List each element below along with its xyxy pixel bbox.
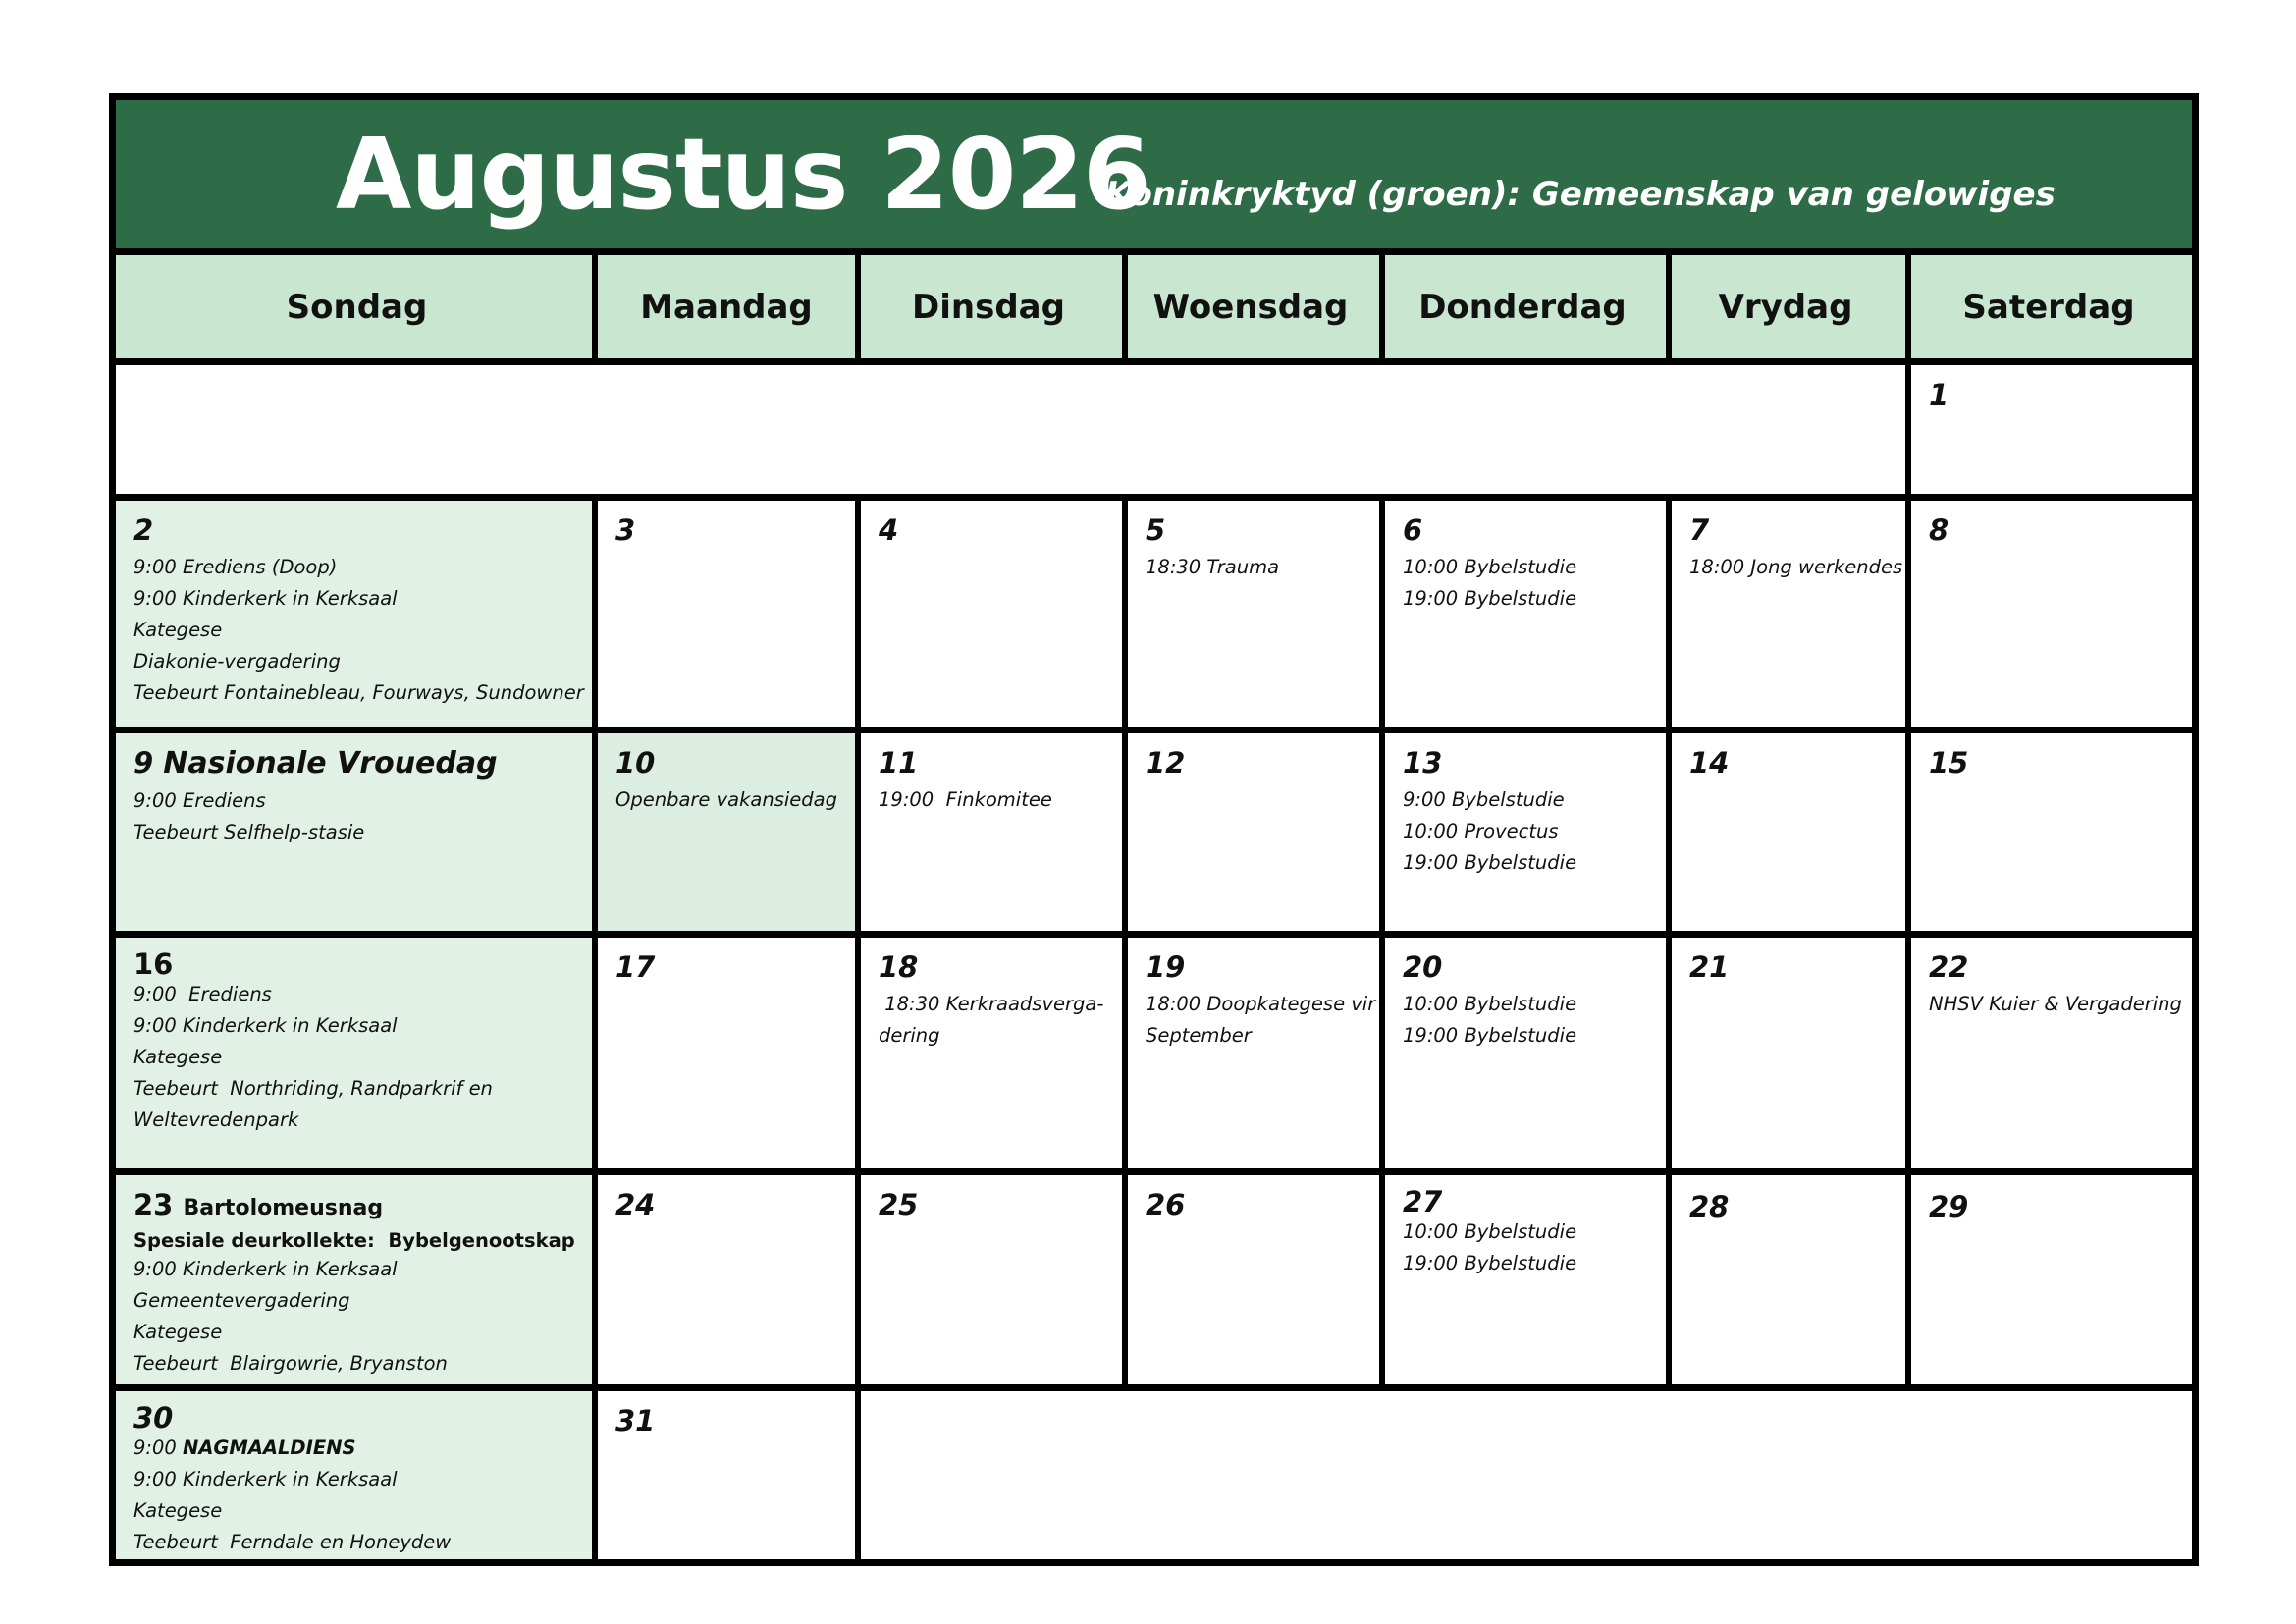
event: 9:00 Kinderkerk in Kerksaal: [133, 1258, 398, 1280]
day-number: 28: [1689, 1190, 1730, 1223]
grid-line: [116, 494, 2192, 501]
day-cell-25[interactable]: [861, 1175, 1122, 1384]
day-number: 13: [1403, 746, 1443, 780]
grid-line: [1379, 501, 1385, 1384]
holiday-name: Nasionale Vrouedag: [163, 746, 498, 781]
day-cell-5[interactable]: [1128, 501, 1379, 727]
month-title: Augustus 2026: [336, 117, 1150, 232]
day-cell-2[interactable]: [116, 501, 592, 727]
event: 19:00 Bybelstudie: [1403, 587, 1577, 610]
day-cell-8[interactable]: [1911, 501, 2192, 727]
event: 10:00 Provectus: [1403, 820, 1559, 842]
event: Teebeurt Blairgowrie, Bryanston: [133, 1352, 448, 1375]
day-cell-26[interactable]: [1128, 1175, 1379, 1384]
day-number-with-name: [133, 745, 578, 782]
day-number: 5: [1146, 514, 1166, 547]
day-number: 3: [615, 514, 636, 547]
weekday-header-maandag: Maandag: [598, 255, 855, 365]
day-number: 23: [133, 1188, 174, 1221]
grid-line: [116, 931, 2192, 938]
event: Kategese: [133, 1321, 223, 1343]
day-cell-4[interactable]: [861, 501, 1122, 727]
day-cell-31[interactable]: [598, 1391, 855, 1559]
weekday-header-saterdag: Saterdag: [1905, 255, 2192, 365]
special-collection: Spesiale deurkollekte: Bybelgenootskap: [133, 1229, 575, 1252]
day-number: 18: [879, 950, 919, 984]
event: 9:00 Erediens: [133, 983, 272, 1005]
event: Teebeurt Selfhelp-stasie: [133, 821, 365, 843]
event: 9:00 Erediens (Doop): [133, 556, 338, 578]
day-number: 25: [879, 1188, 919, 1221]
event: 18:00 Doopkategese vir: [1146, 993, 1376, 1015]
day-cell-14[interactable]: [1672, 733, 1905, 931]
grid-line: [1122, 255, 1128, 365]
day-number: 6: [1403, 514, 1423, 547]
event: 9:00 Kinderkerk in Kerksaal: [133, 1468, 398, 1490]
commemoration-name: Bartolomeusnag: [183, 1196, 384, 1220]
grid-line: [592, 1391, 598, 1559]
day-number: 30: [133, 1401, 174, 1435]
grid-line: [855, 501, 861, 1384]
grid-line: [116, 1168, 2192, 1175]
day-number: 2: [133, 514, 154, 547]
day-cell-13[interactable]: [1385, 733, 1666, 931]
event: dering: [879, 1024, 940, 1047]
day-cell-23[interactable]: [116, 1175, 592, 1384]
event: Diakonie-vergadering: [133, 650, 341, 673]
weekday-header-donderdag: Donderdag: [1379, 255, 1666, 365]
day-number: 1: [1929, 378, 1949, 411]
day-number: 14: [1689, 746, 1730, 780]
day-cell-6[interactable]: [1385, 501, 1666, 727]
event: NHSV Kuier & Vergadering: [1929, 993, 2182, 1015]
event: Teebeurt Ferndale en Honeydew: [133, 1531, 452, 1553]
day-cell-19[interactable]: [1128, 938, 1379, 1168]
event: Openbare vakansiedag: [615, 788, 837, 811]
day-number: 19: [1146, 950, 1186, 984]
day-number: 9: [133, 746, 154, 780]
day-cell-28[interactable]: [1672, 1177, 1905, 1384]
day-number: 7: [1689, 514, 1710, 547]
day-cell-29[interactable]: [1911, 1177, 2192, 1384]
event: 10:00 Bybelstudie: [1403, 1220, 1577, 1243]
day-number: 29: [1929, 1190, 1969, 1223]
grid-line: [592, 501, 598, 1384]
event: Kategese: [133, 1499, 223, 1522]
day-cell-24[interactable]: [598, 1175, 855, 1384]
grid-line: [592, 255, 598, 365]
day-cell-20[interactable]: [1385, 938, 1666, 1168]
day-cell-11[interactable]: [861, 733, 1122, 931]
event-label-emphasis: NAGMAALDIENS: [183, 1436, 356, 1459]
day-number-with-name: [133, 1187, 578, 1226]
event: Teebeurt Fontainebleau, Fourways, Sundowner: [133, 681, 584, 704]
day-number: 15: [1929, 746, 1969, 780]
event: 19:00 Finkomitee: [879, 788, 1052, 811]
event: 9:00 Kinderkerk in Kerksaal: [133, 587, 398, 610]
day-cell-30[interactable]: [116, 1391, 592, 1559]
grid-line: [1666, 255, 1672, 365]
day-number: 8: [1929, 514, 1949, 547]
day-number: 21: [1689, 950, 1730, 984]
grid-line: [116, 727, 2192, 733]
event: Weltevredenpark: [133, 1109, 299, 1131]
event: 19:00 Bybelstudie: [1403, 1024, 1577, 1047]
day-number: 22: [1929, 950, 1969, 984]
event: 9:00 Kinderkerk in Kerksaal: [133, 1014, 398, 1037]
day-number: 12: [1146, 746, 1186, 780]
event: 18:30 Trauma: [1146, 556, 1280, 578]
grid-line: [1379, 255, 1385, 365]
event-time: 9:00: [133, 1436, 183, 1459]
grid-line: [855, 1391, 861, 1559]
day-number: 26: [1146, 1188, 1186, 1221]
day-cell-7[interactable]: [1672, 501, 1905, 727]
day-number: 4: [879, 514, 899, 547]
event: Kategese: [133, 1046, 223, 1068]
event: September: [1146, 1024, 1252, 1047]
day-number: 16: [133, 947, 174, 981]
day-cell-22[interactable]: [1911, 938, 2192, 1168]
day-cell-10[interactable]: [598, 733, 855, 931]
event: 19:00 Bybelstudie: [1403, 851, 1577, 874]
day-cell-1[interactable]: [1911, 365, 2192, 494]
day-number: 31: [615, 1404, 656, 1437]
day-cell-17[interactable]: [598, 938, 855, 1168]
weekday-header-woensdag: Woensdag: [1122, 255, 1379, 365]
grid-line: [1905, 365, 1911, 494]
event: Kategese: [133, 619, 223, 641]
day-number: 11: [879, 746, 919, 780]
grid-line: [1122, 501, 1128, 1384]
event: [133, 1433, 578, 1464]
weekday-header-sondag: Sondag: [116, 255, 598, 365]
event: 9:00 Bybelstudie: [1403, 788, 1565, 811]
grid-line: [855, 255, 861, 365]
event: 9:00 Erediens: [133, 789, 266, 812]
weekday-header-dinsdag: Dinsdag: [855, 255, 1122, 365]
event: 18:00 Jong werkendes: [1689, 556, 1903, 578]
season-subtitle: Koninkryktyd (groen): Gemeenskap van gelowiges: [1105, 175, 2056, 214]
day-number: 24: [615, 1188, 656, 1221]
day-cell-16[interactable]: [116, 938, 592, 1168]
day-cell-27[interactable]: [1385, 1175, 1666, 1384]
day-number: 10: [615, 746, 656, 780]
grid-line: [1666, 501, 1672, 1384]
grid-line: [1905, 255, 1911, 365]
event: Gemeentevergadering: [133, 1289, 350, 1312]
title-band: [116, 100, 2192, 255]
day-cell-12[interactable]: [1128, 733, 1379, 931]
day-cell-3[interactable]: [598, 501, 855, 727]
event: 18:30 Kerkraadsverga-: [879, 993, 1104, 1015]
event: 19:00 Bybelstudie: [1403, 1252, 1577, 1274]
event: 10:00 Bybelstudie: [1403, 556, 1577, 578]
day-cell-18[interactable]: [861, 938, 1122, 1168]
grid-line: [1905, 501, 1911, 1384]
day-cell-21[interactable]: [1672, 938, 1905, 1168]
weekday-header-vrydag: Vrydag: [1666, 255, 1905, 365]
grid-line: [116, 1384, 2192, 1391]
day-cell-15[interactable]: [1911, 733, 2192, 931]
day-cell-9[interactable]: [116, 733, 592, 931]
event: Teebeurt Northriding, Randparkrif en: [133, 1077, 493, 1100]
day-number: 27: [1403, 1185, 1443, 1218]
day-number: 17: [615, 950, 656, 984]
calendar: [109, 93, 2199, 1566]
event: 10:00 Bybelstudie: [1403, 993, 1577, 1015]
day-number: 20: [1403, 950, 1443, 984]
